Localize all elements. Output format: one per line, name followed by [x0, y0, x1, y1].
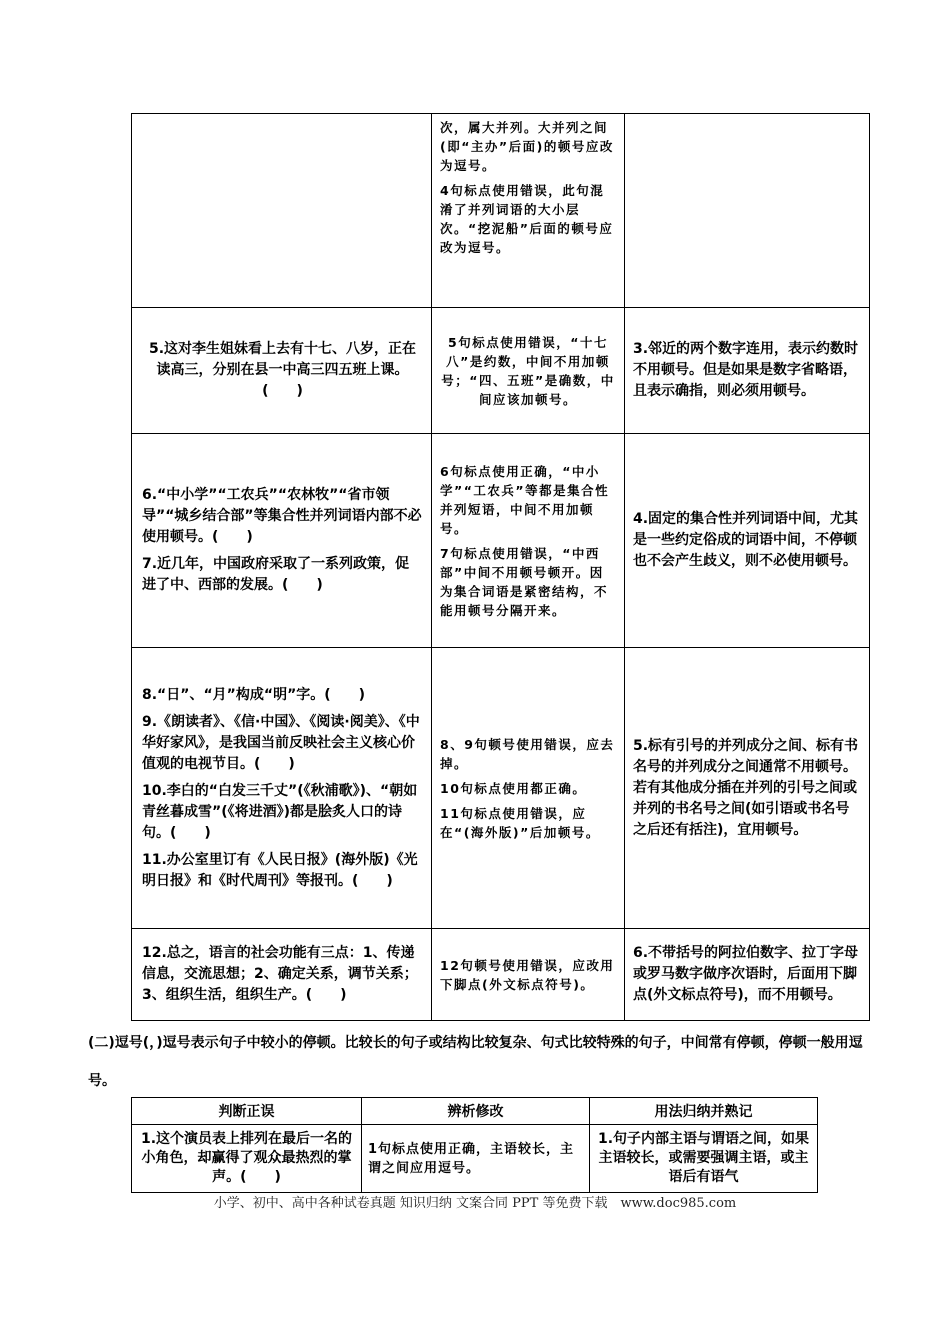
- analysis-text: 5句标点使用错误，“十七八”是约数，中间不用加顿号；“四、五班”是确数，中间应该加顿号。: [441, 334, 615, 407]
- judge-text: 7.近几年，中国政府采取了一系列政策，促进了中、西部的发展。( ): [142, 556, 410, 593]
- usage-text: 3.邻近的两个数字连用，表示约数时不用顿号。但是如果是数字省略语，且表示确指，则必须用顿号。: [633, 341, 859, 399]
- analysis-text: 4句标点使用错误，此句混淆了并列词语的大小层次。“挖泥船”后面的顿号应改为逗号。: [440, 183, 614, 255]
- section-intro-douhao: (二)逗号(，)逗号表示句子中较小的停顿。比较长的句子或结构比较复杂、句式比较特殊的句子，中间常有停顿，停顿一般用逗号。: [88, 1035, 863, 1089]
- usage-cell: [625, 114, 870, 308]
- analysis-cell: [432, 929, 625, 1021]
- table-row: [132, 648, 870, 929]
- judge-text: 10.李白的“白发三千丈”(《秋浦歌》)、“朝如青丝暮成雪”(《将进酒》)都是脍炙人口的诗句。( ): [142, 782, 418, 841]
- table-row: [132, 929, 870, 1021]
- usage-text: 6.不带括号的阿拉伯数字、拉丁字母或罗马数字做序次语时，后面用下脚点(外文标点符号)，而不用顿号。: [633, 945, 859, 1003]
- judge-text: 12.总之，语言的社会功能有三点：1、传递信息，交流思想；2、确定关系，调节关系；3、组织生活，组织生产。( ): [142, 945, 418, 1003]
- analysis-cell: [432, 308, 625, 434]
- judge-cell: [132, 114, 432, 308]
- analysis-text: 8、9句顿号使用错误，应去掉。: [440, 736, 615, 771]
- judge-text: 5.这对李生姐妹看上去有十七、八岁，正在读高三，分别在县一中高三四五班上课。( ): [148, 341, 417, 399]
- judge-text: 8.“日”、“月”构成“明”字。( ): [142, 686, 366, 703]
- analysis-text: 7句标点使用错误，“中西部”中间不用顿号顿开。因为集合词语是紧密结构，不能用顿号分隔开来。: [440, 545, 609, 618]
- judge-text: 9.《朗读者》、《信·中国》、《阅读·阅美》、《中华好家风》，是我国当前反映社会主义核心价值观的电视节目。( ): [142, 713, 420, 772]
- punctuation-table-douhao: [131, 1097, 818, 1193]
- header-usage: 用法归纳并熟记: [590, 1098, 818, 1125]
- analysis-cell: [432, 648, 625, 929]
- analysis-cell: 1句标点使用正确，主语较长，主谓之间应用逗号。: [362, 1125, 590, 1193]
- judge-cell: [132, 648, 432, 929]
- table-row: [132, 308, 870, 434]
- judge-cell: [132, 308, 432, 434]
- analysis-text: 12句顿号使用错误，应改用下脚点(外文标点符号)。: [440, 957, 615, 992]
- judge-cell: 1.这个演员表上排列在最后一名的小角色，却赢得了观众最热烈的掌声。( ): [132, 1125, 362, 1193]
- usage-cell: [625, 929, 870, 1021]
- header-judge: 判断正误: [132, 1098, 362, 1125]
- usage-cell: 1.句子内部主语与谓语之间，如果主语较长，或需要强调主语，或主语后有语气: [590, 1125, 818, 1193]
- table-row: [132, 114, 870, 308]
- usage-cell: [625, 308, 870, 434]
- analysis-cell: [432, 114, 625, 308]
- table-row: [132, 1125, 818, 1193]
- punctuation-table-dunhao: [131, 113, 870, 1021]
- usage-text: 5.标有引号的并列成分之间、标有书名号的并列成分之间通常不用顿号。若有其他成分插在并列的引号之间或并列的书名号之间(如引语或书名号之后还有括注)，宜用顿号。: [633, 737, 859, 838]
- table-row: [132, 434, 870, 648]
- usage-cell: [625, 648, 870, 929]
- usage-text: 4.固定的集合性并列词语中间，尤其是一些约定俗成的词语中间，不停顿也不会产生歧义，则不必使用顿号。: [633, 511, 859, 569]
- analysis-text: 次，属大并列。大并列之间(即“主办”后面)的顿号应改为逗号。: [440, 120, 614, 173]
- judge-cell: [132, 929, 432, 1021]
- analysis-text: 11句标点使用错误，应在“(海外版)”后加顿号。: [440, 805, 600, 840]
- usage-cell: [625, 434, 870, 648]
- page-footer: 小学、初中、高中各种试卷真题 知识归纳 文案合同 PPT 等免费下载 www.doc985.com: [213, 1196, 737, 1211]
- judge-text: 11.办公室里订有《人民日报》(海外版)《光明日报》和《时代周刊》等报刊。( ): [142, 851, 418, 889]
- table-header-row: [132, 1098, 818, 1125]
- analysis-cell: [432, 434, 625, 648]
- header-analysis: 辨析修改: [362, 1098, 590, 1125]
- judge-text: 6.“中小学”“工农兵”“农林牧”“省市领导”“城乡结合部”等集合性并列词语内部不必使用顿号。( ): [142, 487, 422, 545]
- judge-cell: [132, 434, 432, 648]
- analysis-text: 6句标点使用正确，“中小学”“工农兵”等都是集合性并列短语，中间不用加顿号。: [440, 463, 610, 536]
- analysis-text: 10句标点使用都正确。: [440, 780, 587, 796]
